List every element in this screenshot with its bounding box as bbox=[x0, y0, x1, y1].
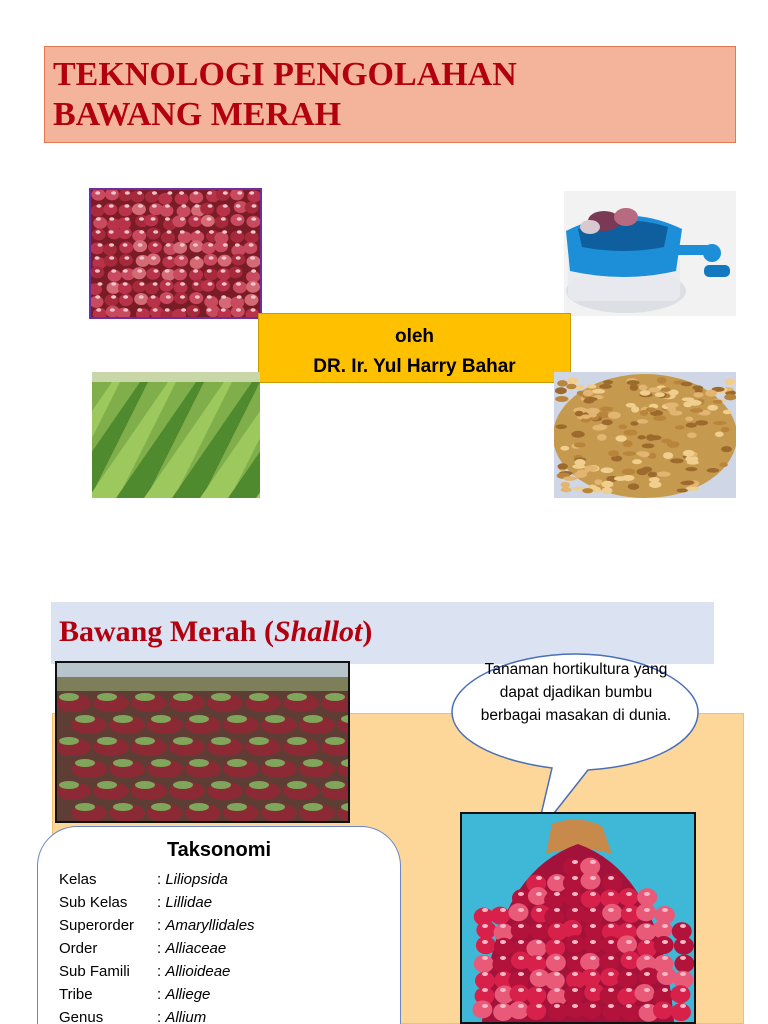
taxonomy-list bbox=[59, 868, 400, 1024]
taxonomy-value: : Alliaceae bbox=[157, 940, 227, 957]
onion-slicer-photo bbox=[564, 191, 736, 316]
slide2-title-prefix: Bawang Merah ( bbox=[59, 615, 274, 648]
shallot-bunch-photo bbox=[460, 812, 696, 1024]
taxonomy-row bbox=[59, 1006, 400, 1024]
taxonomy-rank: Kelas bbox=[59, 871, 97, 888]
harvest-field-photo bbox=[55, 661, 350, 823]
taxonomy-row bbox=[59, 914, 400, 937]
taxonomy-rank: Superorder bbox=[59, 917, 135, 934]
slide1-title-box bbox=[44, 46, 736, 143]
author-prefix: oleh bbox=[394, 326, 435, 347]
taxonomy-row bbox=[59, 983, 400, 1006]
taxonomy-rank: Order bbox=[59, 940, 98, 957]
taxonomy-rank: Tribe bbox=[59, 986, 93, 1003]
taxonomy-value: : Lillidae bbox=[157, 894, 213, 911]
taxonomy-card bbox=[37, 826, 401, 1024]
slide1-title-line1: TEKNOLOGI PENGOLAHAN bbox=[53, 56, 517, 93]
taxonomy-rank: Sub Kelas bbox=[59, 894, 128, 911]
speech-bubble-text: Tanaman hortikultura yang dapat djadikan bumbu berbagai masakan di dunia. bbox=[480, 661, 672, 724]
slide2-title-italic: Shallot bbox=[273, 615, 363, 648]
slide2-title-suffix: ) bbox=[362, 615, 373, 648]
author-name: DR. Ir. Yul Harry Bahar bbox=[313, 356, 516, 377]
taxonomy-rank: Genus bbox=[59, 1009, 104, 1024]
author-box bbox=[258, 313, 571, 383]
slide1-title-line2: BAWANG MERAH bbox=[53, 96, 342, 133]
taxonomy-row bbox=[59, 960, 400, 983]
taxonomy-rank: Sub Famili bbox=[59, 963, 130, 980]
taxonomy-value: : Allium bbox=[157, 1009, 207, 1024]
taxonomy-row bbox=[59, 868, 400, 891]
taxonomy-heading: Taksonomi bbox=[166, 839, 272, 861]
shallots-pile-photo bbox=[89, 188, 262, 319]
taxonomy-value: : Liliopsida bbox=[157, 871, 228, 888]
fried-shallot-photo bbox=[554, 372, 736, 498]
taxonomy-row bbox=[59, 937, 400, 960]
taxonomy-row bbox=[59, 891, 400, 914]
taxonomy-value: : Allioideae bbox=[157, 963, 231, 980]
shallot-field-photo bbox=[92, 372, 260, 498]
taxonomy-value: : Amaryllidales bbox=[157, 917, 255, 934]
taxonomy-value: : Alliege bbox=[157, 986, 211, 1003]
